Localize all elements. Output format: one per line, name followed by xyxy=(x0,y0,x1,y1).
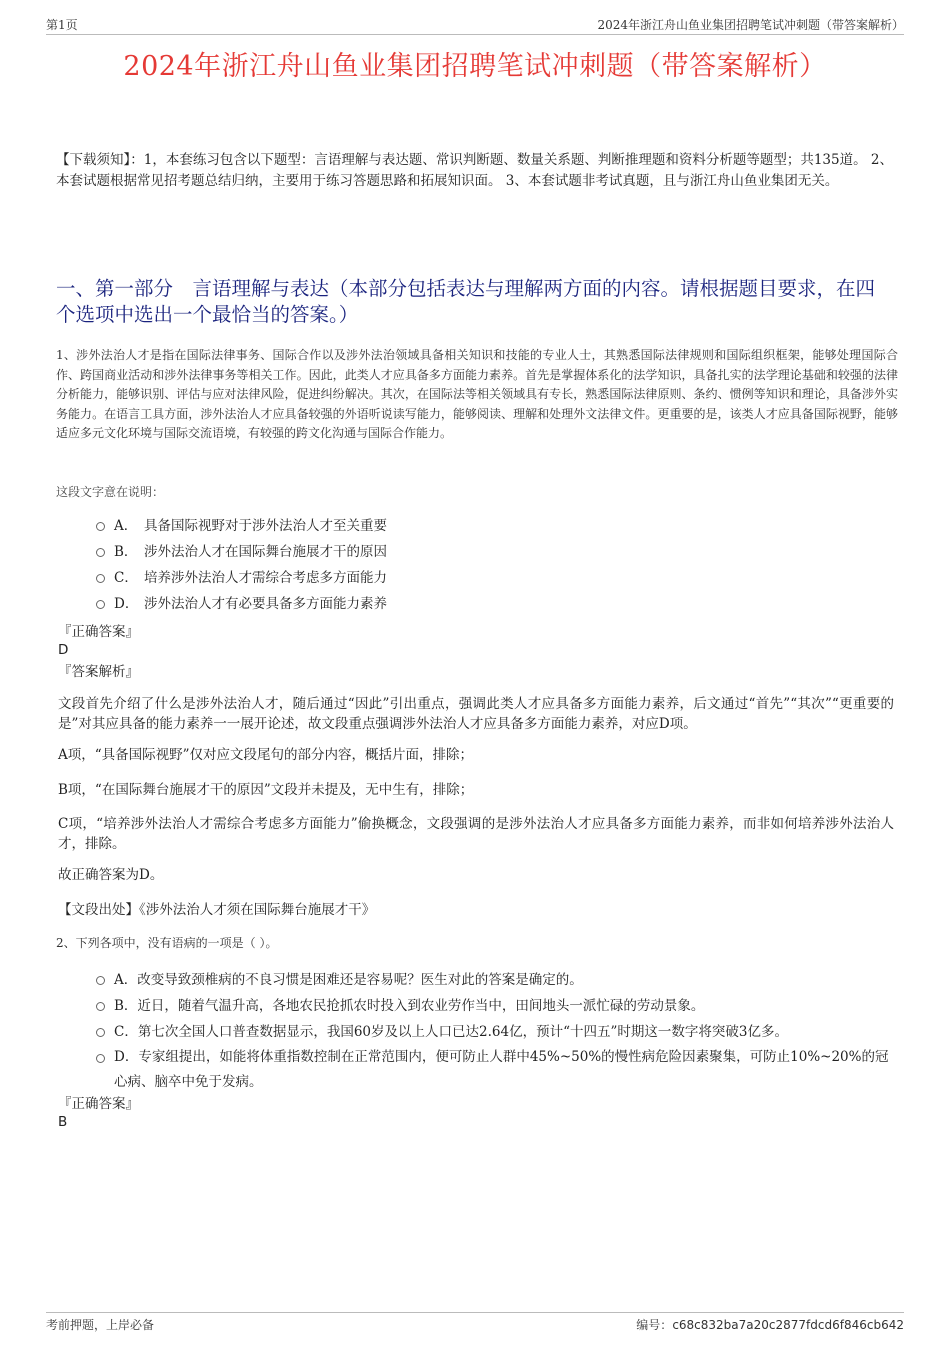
option-c[interactable]: C．第七次全国人口普查数据显示，我国60岁及以上人口已达2.64亿，预计“十四五”时期这一数字将突破3亿多。 xyxy=(96,1019,890,1045)
radio-icon[interactable] xyxy=(96,600,105,609)
radio-icon[interactable] xyxy=(96,976,105,985)
answer-label: 『正确答案』 xyxy=(58,1096,139,1112)
download-notice: 【下载须知】：1，本套练习包含以下题型：言语理解与表达题、常识判断题、数量关系题、判断推理题和资料分析题等题型；共135道。 2、本套试题根据常见招考题总结归纳，主要用于练习答题思路和拓展知识面。 3、本套试题非考试真题，且与浙江舟山鱼业集团无关。 xyxy=(56,152,893,189)
page-footer xyxy=(46,1312,904,1333)
page-number: 第1页 xyxy=(46,18,78,32)
question-2-text: 2、下列各项中，没有语病的一项是（ ）。 xyxy=(56,936,278,950)
radio-icon[interactable] xyxy=(96,548,105,557)
radio-icon[interactable] xyxy=(96,1054,105,1063)
analysis-conclusion: 故正确答案为D。 xyxy=(58,867,164,883)
option-b[interactable]: B．近日，随着气温升高，各地农民抢抓农时投入到农业劳作当中，田间地头一派忙碌的劳动景象。 xyxy=(96,993,890,1019)
footer-slogan: 考前押题，上岸必备 xyxy=(46,1318,155,1332)
page-header xyxy=(46,14,904,35)
document-title: 2024年浙江舟山鱼业集团招聘笔试冲刺题（带答案解析） xyxy=(123,51,827,82)
question-1-prompt: 这段文字意在说明： xyxy=(56,485,165,499)
question-1-options xyxy=(96,513,890,617)
option-d[interactable]: D．专家组提出，如能将体重指数控制在正常范围内，便可防止人群中45%~50%的慢性病危险因素聚集，可防止10%~20%的冠心病、脑卒中免于发病。 xyxy=(96,1045,890,1095)
analysis-paragraph: C项，“培养涉外法治人才需综合考虑多方面能力”偷换概念，文段强调的是涉外法治人才应具备多方面能力素养，而非如何培养涉外法治人才，排除。 xyxy=(58,816,894,852)
radio-icon[interactable] xyxy=(96,1002,105,1011)
answer-value: B xyxy=(58,1114,68,1130)
analysis-paragraph: 文段首先介绍了什么是涉外法治人才，随后通过“因此”引出重点，强调此类人才应具备多方面能力素养，后文通过“首先”“其次”“更重要的是”对其应具备的能力素养一一展开论述，故文段重点强调涉外法治人才应具备多方面能力素养，对应D项。 xyxy=(58,696,894,732)
analysis-label: 『答案解析』 xyxy=(58,664,139,680)
analysis-paragraph: A项，“具备国际视野”仅对应文段尾句的部分内容，概括片面，排除； xyxy=(58,747,474,763)
option-b[interactable]: B． 涉外法治人才在国际舞台施展才干的原因 xyxy=(96,539,890,565)
document-code: 编号：c68c832ba7a20c2877fdcd6f846cb642 xyxy=(636,1318,904,1332)
option-a[interactable]: A． 具备国际视野对于涉外法治人才至关重要 xyxy=(96,513,890,539)
radio-icon[interactable] xyxy=(96,1028,105,1037)
radio-icon[interactable] xyxy=(96,522,105,531)
option-a[interactable]: A．改变导致颈椎病的不良习惯是困难还是容易呢？医生对此的答案是确定的。 xyxy=(96,967,890,993)
question-1-text: 1、涉外法治人才是指在国际法律事务、国际合作以及涉外法治领域具备相关知识和技能的专业人士，其熟悉国际法律规则和国际组织框架，能够处理国际合作、跨国商业活动和涉外法律事务等相关工作。因此，此类人才应具备多方面能力素养。首先是掌握体系化的法学知识，具备扎实的法学理论基础和较强的法律分析能力，能够识别、评估与应对法律风险，促进纠纷解决。其次，在国际法等相关领域具有专长，熟悉国际法律原则、条约、惯例等知识和理论，具备涉外实务能力。在语言工具方面，涉外法治人才应具备较强的外语听说读写能力，能够阅读、理解和处理外文法律文件。更重要的是，该类人才应具备国际视野，能够适应多元文化环境与国际交流语境，有较强的跨文化沟通与国际合作能力。 xyxy=(56,348,898,441)
answer-label: 『正确答案』 xyxy=(58,624,139,640)
section-heading: 一、第一部分 言语理解与表达（本部分包括表达与理解两方面的内容。请根据题目要求，在四个选项中选出一个最恰当的答案。） xyxy=(56,277,876,326)
option-d[interactable]: D． 涉外法治人才有必要具备多方面能力素养 xyxy=(96,591,890,617)
passage-source: 【文段出处】《涉外法治人才须在国际舞台施展才干》 xyxy=(58,902,376,918)
option-c[interactable]: C． 培养涉外法治人才需综合考虑多方面能力 xyxy=(96,565,890,591)
header-doc-title: 2024年浙江舟山鱼业集团招聘笔试冲刺题（带答案解析） xyxy=(597,18,904,32)
analysis-paragraph: B项，“在国际舞台施展才干的原因”文段并未提及，无中生有，排除； xyxy=(58,782,474,798)
radio-icon[interactable] xyxy=(96,574,105,583)
answer-value: D xyxy=(58,642,69,658)
question-2-options xyxy=(96,967,890,1095)
